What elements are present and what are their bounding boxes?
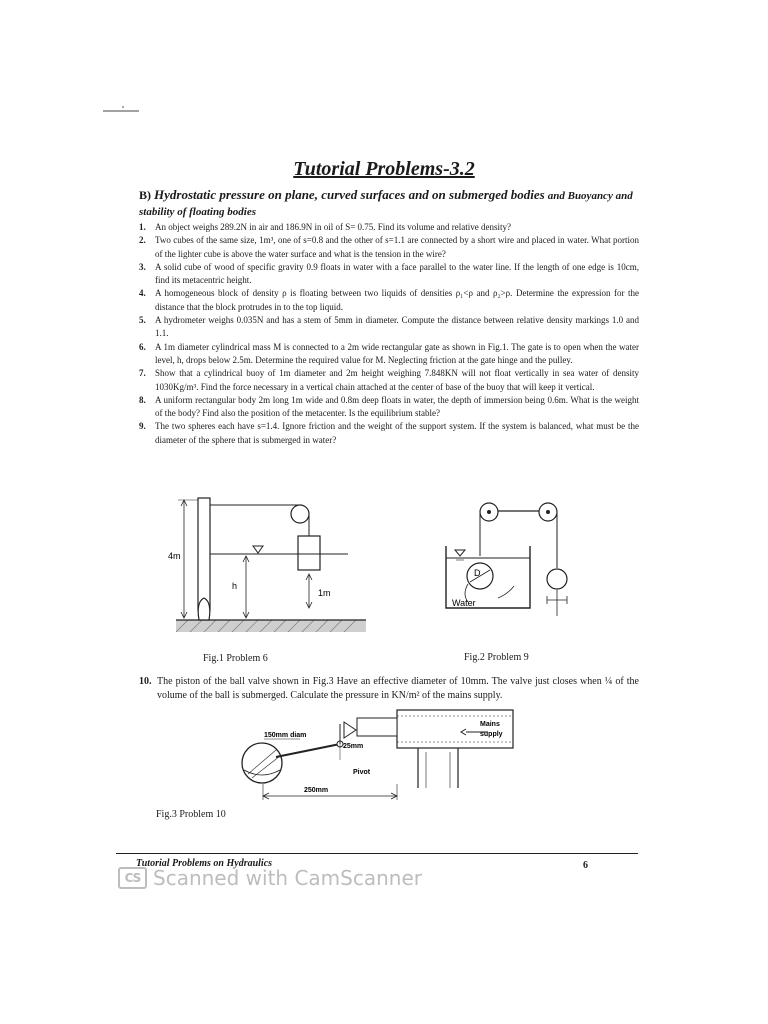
problem-number: 8. xyxy=(139,394,146,405)
problem-number: 5. xyxy=(139,315,146,326)
problem-number: 10. xyxy=(139,676,152,687)
page-number: 6 xyxy=(583,860,588,871)
section-letter: B) xyxy=(139,188,151,202)
fig1-caption: Fig.1 Problem 6 xyxy=(203,653,268,664)
fig2-caption: Fig.2 Problem 9 xyxy=(464,652,529,663)
fig2-spheres-diagram xyxy=(0,490,768,670)
problem-item xyxy=(139,394,639,421)
section-heading-main: Hydrostatic pressure on plane, curved surfaces and on submerged bodies xyxy=(154,187,545,202)
footer-rule xyxy=(116,853,638,854)
camscanner-logo-icon: CS xyxy=(118,867,147,889)
problem-item xyxy=(139,367,639,394)
tank-level-marker xyxy=(455,550,465,556)
label-supply: supply xyxy=(480,731,503,738)
fig3-ball-valve-diagram xyxy=(0,700,768,810)
problem-item xyxy=(139,314,639,341)
label-250mm: 250mm xyxy=(304,787,329,794)
valve-nozzle xyxy=(357,718,397,736)
label-1m: 1m xyxy=(318,588,331,598)
float-ball xyxy=(242,743,282,783)
problem-text: An object weighs 289.2N in air and 186.9N in oil of S= 0.75. Find its volume and relative density? xyxy=(155,222,512,232)
problem-item xyxy=(139,675,639,703)
problem-number: 3. xyxy=(139,261,146,272)
problem-item xyxy=(139,420,639,447)
label-4m: 4m xyxy=(168,551,181,561)
scan-corner-mark xyxy=(103,104,139,114)
problem-text: Two cubes of the same size, 1m³, one of s=0.8 and the other of s=1.1 are connected by a short wire and placed in water. What portion of the lighter cube is above the water surface and what is the tension in the wire? xyxy=(155,235,639,259)
problem-number: 9. xyxy=(139,421,146,432)
problem-item xyxy=(139,341,639,368)
label-150mm: 150mm diam xyxy=(264,732,307,739)
label-water: Water xyxy=(452,598,476,608)
problem-text: The two spheres each have s=1.4. Ignore friction and the weight of the support system. If the system is balanced, what must be the diameter of the sphere that is submerged in water? xyxy=(155,421,639,445)
problem-item xyxy=(139,234,639,261)
footer-title: Tutorial Problems on Hydraulics xyxy=(136,858,273,869)
valve-piston xyxy=(344,722,356,738)
watermark-text: Scanned with CamScanner xyxy=(153,866,422,890)
problem-text: Show that a cylindrical buoy of 1m diameter and 2m height weighing 7.848KN will not float vertically in sea water of density 1030Kg/m³. Find the force necessary in a vertical chain attached at the center of base of the buoy that will keep it vertical. xyxy=(155,368,639,392)
fig3-container xyxy=(0,700,768,810)
label-mains: Mains xyxy=(480,721,500,728)
problem-10 xyxy=(139,675,639,703)
problem-text: A homogeneous block of density ρ is floating between two liquids of densities ρ₁<ρ and ρ₂>ρ. Determine the expression for the distance that the block protrudes in to the top liquid. xyxy=(155,288,639,312)
problem-list xyxy=(139,221,639,447)
problem-number: 1. xyxy=(139,222,146,232)
problem-number: 4. xyxy=(139,288,146,299)
problem-item xyxy=(139,221,639,234)
label-25mm: 25mm xyxy=(343,743,364,750)
lever-arm xyxy=(276,744,340,757)
problem-number: 7. xyxy=(139,368,146,379)
problem-item xyxy=(139,261,639,288)
problem-text: A solid cube of wood of specific gravity 0.9 floats in water with a face parallel to the water line. If the length of one edge is 10cm, find its metacentric height. xyxy=(155,261,639,286)
figures-row xyxy=(0,490,768,670)
problem-text: A 1m diameter cylindrical mass M is connected to a 2m wide rectangular gate as shown in Fig.1. The gate is to open when the water level, h, drops below 2.5m. Determine the required value for M. Neglecting friction at the gate hinge and the pulley. xyxy=(155,341,639,365)
fig3-caption: Fig.3 Problem 10 xyxy=(156,809,226,820)
problem-number: 2. xyxy=(139,235,146,246)
section-subheading xyxy=(139,187,639,220)
problem-text: The piston of the ball valve shown in Fig.3 Have an effective diameter of 10mm. The valve just closes when ¼ of the volume of the ball is submerged. Calculate the pressure in KN/m² of the mains supply. xyxy=(157,676,639,701)
problem-text: A hydrometer weighs 0.035N and has a stem of 5mm in diameter. Compute the distance between relative density markings 1.0 and 1.1. xyxy=(155,315,639,339)
hanging-sphere xyxy=(547,569,567,589)
section-heading-rest: and Buoyancy and stability of floating bodies xyxy=(139,190,633,218)
label-D: D xyxy=(474,568,481,578)
problem-text: A uniform rectangular body 2m long 1m wide and 0.8m deep floats in water, the depth of immersion being 0.6m. What is the weight of the body? Find also the position of the metacenter. Is the equilibrium stable? xyxy=(155,394,639,419)
camscanner-watermark xyxy=(118,866,422,890)
document-title: Tutorial Problems-3.2 xyxy=(293,158,475,180)
problem-item xyxy=(139,287,639,314)
label-h: h xyxy=(232,581,238,591)
label-pivot: Pivot xyxy=(353,769,371,776)
problem-number: 6. xyxy=(139,341,146,352)
